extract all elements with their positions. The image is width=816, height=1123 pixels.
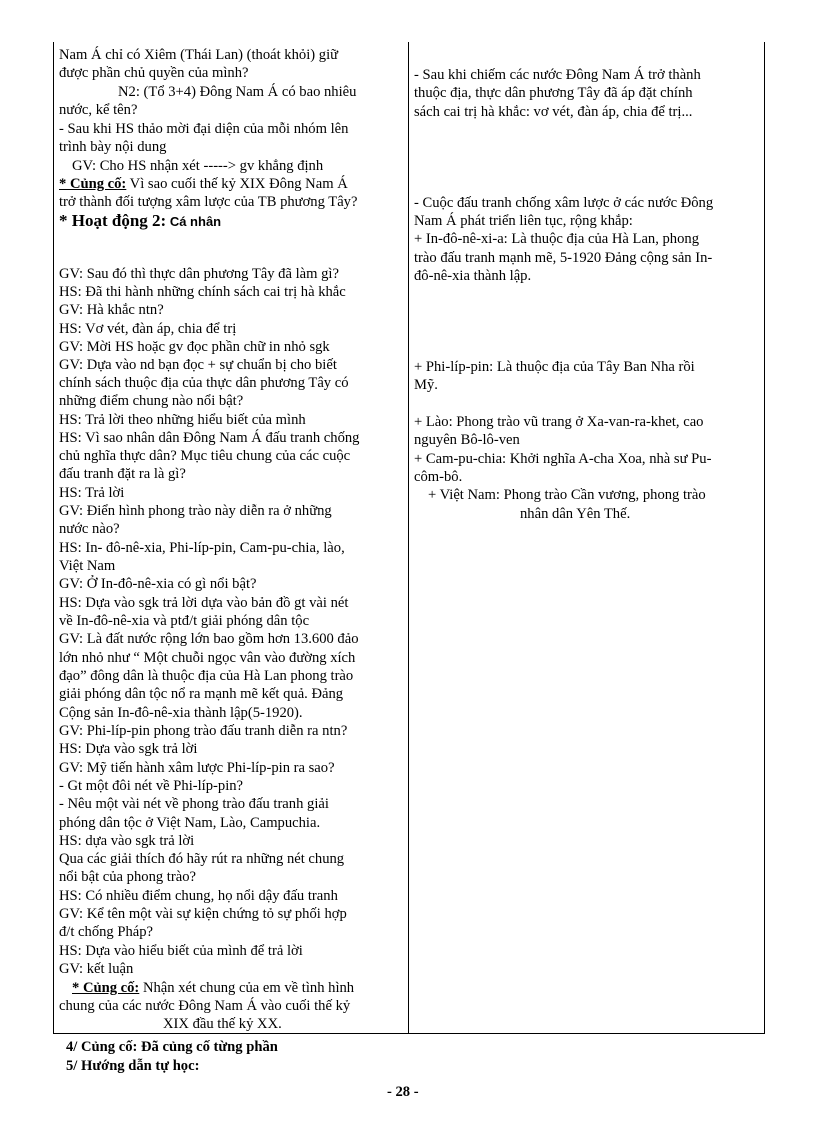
text-line: lớn nhỏ như “ Một chuỗi ngọc vân vào đường xích: [59, 650, 356, 666]
text-line: sách cai trị hà khắc: vơ vét, đàn áp, chia để trị...: [414, 104, 693, 120]
text-line: + Lào: Phong trào vũ trang ở Xa-van-ra-khet, cao: [414, 414, 704, 430]
text-line: XIX đầu thế kỷ XX.: [163, 1016, 282, 1032]
text-line: HS: Trả lời theo những hiểu biết của mình: [59, 412, 306, 428]
text-line: trình bày nội dung: [59, 139, 167, 155]
text-line: đạo” đông dân là thuộc địa của Hà Lan phong trào: [59, 668, 354, 684]
text-line: + Phi-líp-pin: Là thuộc địa của Tây Ban Nha rồi: [414, 359, 695, 375]
text-line: + In-đô-nê-xi-a: Là thuộc địa của Hà Lan, phong: [414, 231, 699, 247]
text-line: - Sau khi chiếm các nước Đông Nam Á trở thành: [414, 67, 701, 83]
text-line: thuộc địa, thực dân phương Tây đã áp đặt chính: [414, 85, 693, 101]
consolidation-label: * Củng cố:: [59, 176, 127, 192]
text-line: côm-bô.: [414, 469, 463, 485]
text-line: GV: Sau đó thì thực dân phương Tây đã làm gì?: [59, 266, 339, 282]
step-4-consolidation: 4/ Củng cố: Đã củng cố từng phần: [66, 1039, 278, 1055]
text-line: GV: Ở In-đô-nê-xia có gì nổi bật?: [59, 576, 257, 592]
text-line: HS: Đã thi hành những chính sách cai trị hà khắc: [59, 284, 346, 300]
text-line: + Cam-pu-chia: Khởi nghĩa A-cha Xoa, nhà sư Pu-: [414, 451, 712, 467]
text-line: HS: Vơ vét, đàn áp, chia để trị: [59, 321, 237, 337]
text-line: HS: Trả lời: [59, 485, 125, 501]
text-line: Mỹ.: [414, 377, 438, 393]
consolidation-text: Nhận xét chung của em về tình hình: [139, 980, 355, 996]
text-line: những điểm chung nào nổi bật?: [59, 393, 244, 409]
text-line: HS: Có nhiều điểm chung, họ nổi dậy đấu tranh: [59, 888, 338, 904]
text-line: Việt Nam: [59, 558, 116, 574]
text-line: + Việt Nam: Phong trào Cần vương, phong trào: [428, 487, 706, 503]
text-line: HS: dựa vào sgk trả lời: [59, 833, 195, 849]
text-line: nước nào?: [59, 521, 120, 537]
text-line: N2: (Tổ 3+4) Đông Nam Á có bao nhiêu: [118, 84, 357, 100]
text-line: GV: Điển hình phong trào này diễn ra ở những: [59, 503, 332, 519]
text-line: - Cuộc đấu tranh chống xâm lược ở các nước Đông: [414, 195, 714, 211]
text-line: - Nêu một vài nét về phong trào đấu tranh giải: [59, 796, 329, 812]
text-line: Qua các giải thích đó hãy rút ra những nét chung: [59, 851, 345, 867]
text-line: GV: Mời HS hoặc gv đọc phần chữ in nhỏ sgk: [59, 339, 330, 355]
activity-label: * Hoạt động 2:: [59, 211, 167, 230]
text-line: trào đấu tranh mạnh mẽ, 5-1920 Đảng cộng sản In-: [414, 250, 713, 266]
text-line: nổi bật của phong trào?: [59, 869, 196, 885]
text-line: giải phóng dân tộc nổ ra mạnh mẽ kết quả. Đảng: [59, 686, 344, 702]
text-line: HS: Dựa vào hiểu biết của mình để trả lời: [59, 943, 303, 959]
step-5-self-study: 5/ Hướng dẫn tự học:: [66, 1058, 200, 1074]
text-line: GV: Kể tên một vài sự kiện chứng tỏ sự phối hợp: [59, 906, 347, 922]
text-line: Nam Á phát triển liên tục, rộng khắp:: [414, 213, 633, 229]
text-line: về In-đô-nê-xia và ptđ/t giải phóng dân tộc: [59, 613, 310, 629]
text-line: đ/t chống Pháp?: [59, 924, 154, 940]
text-line: HS: Dựa vào sgk trả lời dựa vào bản đồ gt vài nét: [59, 595, 349, 611]
page-number: - 28 -: [387, 1084, 419, 1100]
text-line: phóng dân tộc ở Việt Nam, Lào, Campuchia.: [59, 815, 321, 831]
text-line: chính sách thuộc địa của thực dân phương Tây có: [59, 375, 349, 391]
consolidation-line: [59, 175, 348, 193]
text-line: HS: Dựa vào sgk trả lời: [59, 741, 198, 757]
text-line: Cộng sản In-đô-nê-xia thành lập(5-1920).: [59, 705, 303, 721]
text-line: GV: Hà khắc ntn?: [59, 302, 164, 318]
text-line: nhân dân Yên Thế.: [520, 506, 631, 522]
text-line: đô-nê-xia thành lập.: [414, 268, 532, 284]
text-line: GV: Dựa vào nd bạn đọc + sự chuẩn bị cho biết: [59, 357, 337, 373]
column-divider: [408, 42, 409, 1033]
text-line: chủ nghĩa thực dân? Mục tiêu chung của các cuộc: [59, 448, 351, 464]
text-line: nước, kể tên?: [59, 102, 138, 118]
text-line: GV: Cho HS nhận xét -----> gv khẳng định: [72, 158, 324, 174]
text-line: trở thành đối tượng xâm lược của TB phương Tây?: [59, 194, 358, 210]
text-line: GV: Là đất nước rộng lớn bao gồm hơn 13.600 đảo: [59, 631, 359, 647]
activity-heading: [59, 212, 221, 231]
text-line: - Sau khi HS thảo mời đại diện của mỗi nhóm lên: [59, 121, 349, 137]
text-line: GV: kết luận: [59, 961, 134, 977]
consolidation-label: * Củng cố:: [72, 980, 140, 996]
text-line: - Gt một đôi nét về Phi-líp-pin?: [59, 778, 244, 794]
text-line: GV: Phi-líp-pin phong trào đấu tranh diễn ra ntn?: [59, 723, 348, 739]
text-line: đấu tranh đặt ra là gì?: [59, 466, 186, 482]
consolidation-line: [72, 979, 354, 997]
text-line: chung của các nước Đông Nam Á vào cuối thế kỷ: [59, 998, 351, 1014]
consolidation-text: Vì sao cuối thế kỷ XIX Đông Nam Á: [126, 176, 348, 192]
text-line: GV: Mỹ tiến hành xâm lược Phi-líp-pin ra sao?: [59, 760, 335, 776]
text-line: HS: In- đô-nê-xia, Phi-líp-pin, Cam-pu-chia, lào,: [59, 540, 345, 556]
text-line: được phần chủ quyền của mình?: [59, 65, 249, 81]
text-line: Nam Á chỉ có Xiêm (Thái Lan) (thoát khỏi) giữ: [59, 47, 339, 63]
text-line: nguyên Bô-lô-ven: [414, 432, 520, 448]
activity-mode: Cá nhân: [166, 214, 222, 229]
text-line: HS: Vì sao nhân dân Đông Nam Á đấu tranh chống: [59, 430, 360, 446]
